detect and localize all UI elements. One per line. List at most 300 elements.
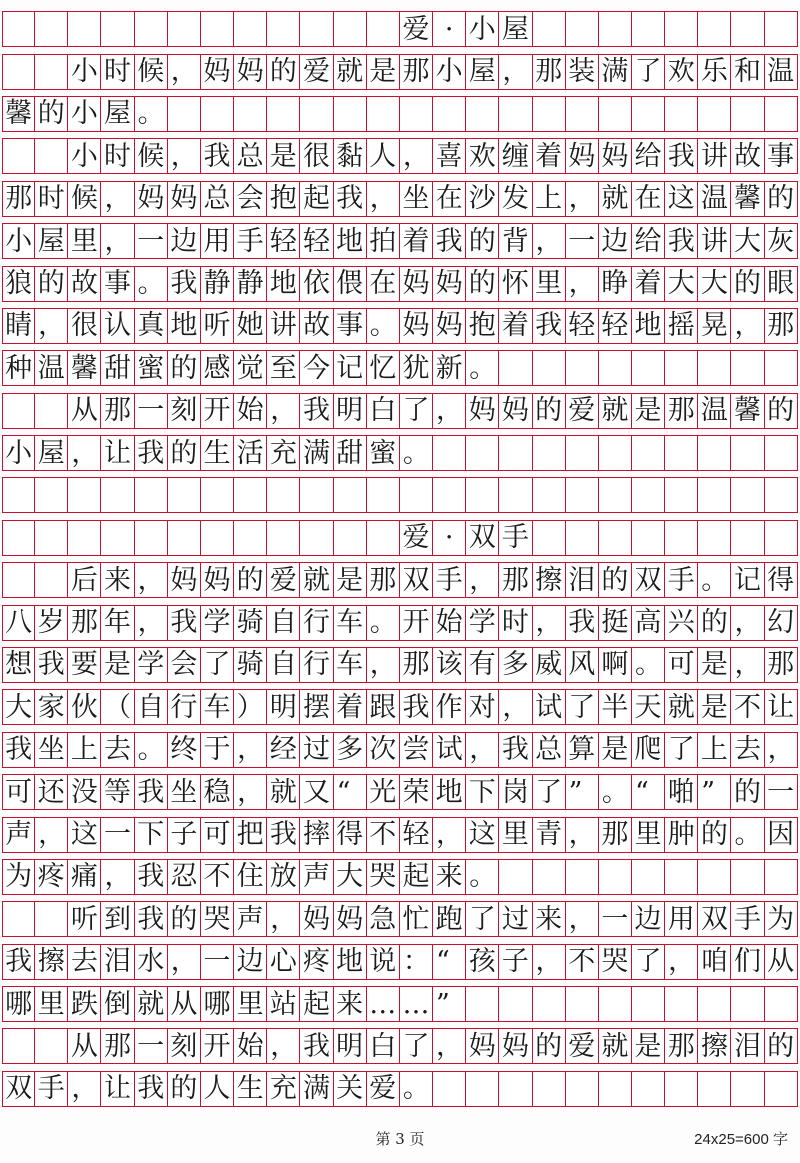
grid-cell: ，: [234, 775, 267, 809]
grid-cell: [765, 521, 798, 555]
grid-cell: [698, 351, 731, 385]
grid-cell: 擦: [533, 563, 566, 597]
grid-cell: [665, 987, 698, 1021]
grid-cell: 风: [566, 648, 599, 682]
grid-cell: [698, 12, 731, 46]
grid-row: [2, 774, 798, 810]
grid-cell: [433, 478, 466, 512]
grid-cell: [499, 97, 532, 131]
grid-cell: [599, 1072, 632, 1106]
grid-cell: 蜜: [135, 351, 168, 385]
grid-cell: [2, 55, 35, 89]
grid-cell: 地: [267, 267, 300, 301]
grid-cell: …: [367, 987, 400, 1021]
grid-cell: 种: [2, 351, 35, 385]
grid-cell: ，: [267, 394, 300, 428]
grid-cell: 倒: [101, 987, 134, 1021]
grid-cell: ，: [533, 224, 566, 258]
grid-cell: ，: [168, 945, 201, 979]
grid-cell: 疼: [35, 860, 68, 894]
grid-cell: [731, 351, 764, 385]
grid-cell: [234, 12, 267, 46]
grid-cell: [267, 521, 300, 555]
grid-cell: 甜: [334, 436, 367, 470]
grid-row: [2, 138, 798, 174]
grid-cell: 缠: [499, 139, 532, 173]
grid-cell: 泪: [101, 945, 134, 979]
grid-cell: [566, 1072, 599, 1106]
grid-cell: ，: [566, 182, 599, 216]
grid-cell: ，: [533, 945, 566, 979]
grid-cell: 水: [135, 945, 168, 979]
grid-cell: 伙: [68, 690, 101, 724]
grid-cell: 了: [466, 902, 499, 936]
grid-cell: 沙: [466, 182, 499, 216]
grid-cell: 讲: [698, 139, 731, 173]
grid-cell: 手: [433, 563, 466, 597]
grid-cell: [632, 860, 665, 894]
grid-cell: 事: [334, 309, 367, 343]
grid-cell: 睁: [599, 267, 632, 301]
grid-cell: 小: [2, 224, 35, 258]
grid-cell: 可: [201, 818, 234, 852]
grid-row: [2, 181, 798, 217]
grid-cell: 一: [765, 775, 798, 809]
grid-cell: ，: [168, 139, 201, 173]
grid-cell: 的: [698, 606, 731, 640]
grid-cell: 满: [300, 436, 333, 470]
grid-cell: [632, 97, 665, 131]
grid-cell: 行: [300, 648, 333, 682]
grid-cell: 屋: [466, 55, 499, 89]
grid-cell: 怀: [499, 267, 532, 301]
grid-cell: [566, 351, 599, 385]
grid-cell: 乐: [698, 55, 731, 89]
grid-cell: [168, 478, 201, 512]
grid-cell: 手: [499, 521, 532, 555]
grid-cell: [599, 351, 632, 385]
grid-cell: 给: [632, 224, 665, 258]
grid-cell: [499, 1072, 532, 1106]
grid-cell: [2, 563, 35, 597]
grid-cell: ，: [665, 945, 698, 979]
grid-cell: 威: [533, 648, 566, 682]
grid-cell: 屋: [35, 436, 68, 470]
grid-cell: 时: [101, 139, 134, 173]
grid-cell: 那: [599, 818, 632, 852]
grid-cell: [731, 987, 764, 1021]
grid-cell: [35, 55, 68, 89]
grid-cell: 会: [234, 182, 267, 216]
grid-cell: 我: [168, 267, 201, 301]
grid-cell: 我: [135, 1072, 168, 1106]
grid-cell: 过: [499, 902, 532, 936]
grid-cell: 偎: [334, 267, 367, 301]
grid-cell: 开: [201, 394, 234, 428]
grid-cell: 光: [367, 775, 400, 809]
grid-cell: 大: [665, 267, 698, 301]
grid-cell: 馨: [2, 97, 35, 131]
grid-cell: ，: [433, 1029, 466, 1063]
grid-cell: 蜜: [367, 436, 400, 470]
grid-cell: 不: [731, 690, 764, 724]
grid-cell: 温: [698, 182, 731, 216]
grid-cell: [731, 436, 764, 470]
grid-cell: 候: [68, 182, 101, 216]
grid-cell: 哭: [367, 860, 400, 894]
grid-cell: [765, 860, 798, 894]
grid-cell: 和: [731, 55, 764, 89]
grid-cell: 为: [765, 902, 798, 936]
grid-cell: ，: [101, 860, 134, 894]
grid-cell: 的: [234, 563, 267, 597]
grid-cell: 大: [334, 860, 367, 894]
grid-cell: 八: [2, 606, 35, 640]
grid-cell: [698, 521, 731, 555]
grid-cell: 想: [2, 648, 35, 682]
grid-cell: 是: [101, 648, 134, 682]
grid-cell: 里: [499, 818, 532, 852]
grid-cell: 的: [599, 563, 632, 597]
grid-cell: 事: [101, 267, 134, 301]
grid-cell: “: [433, 945, 466, 979]
grid-cell: 轻: [267, 224, 300, 258]
grid-cell: 岗: [499, 775, 532, 809]
grid-cell: [632, 351, 665, 385]
grid-cell: 了: [632, 55, 665, 89]
grid-cell: 妈: [234, 55, 267, 89]
grid-cell: 里: [632, 818, 665, 852]
grid-cell: 白: [367, 1029, 400, 1063]
grid-cell: 认: [101, 309, 134, 343]
grid-cell: ，: [533, 606, 566, 640]
grid-cell: 来: [533, 902, 566, 936]
grid-cell: 静: [234, 267, 267, 301]
grid-cell: 爱: [300, 55, 333, 89]
grid-cell: 泪: [566, 563, 599, 597]
grid-cell: 地: [632, 309, 665, 343]
grid-cell: 急: [367, 902, 400, 936]
grid-cell: 去: [68, 945, 101, 979]
grid-cell: 荣: [400, 775, 433, 809]
grid-cell: 于: [201, 733, 234, 767]
grid-cell: 岁: [35, 606, 68, 640]
grid-cell: 的: [35, 97, 68, 131]
grid-cell: 那: [400, 55, 433, 89]
grid-cell: 晃: [698, 309, 731, 343]
grid-cell: 我: [433, 224, 466, 258]
grid-cell: [334, 12, 367, 46]
grid-cell: [566, 987, 599, 1021]
grid-cell: [533, 478, 566, 512]
grid-cell: 尝: [400, 733, 433, 767]
grid-cell: [2, 521, 35, 555]
grid-cell: 边: [234, 945, 267, 979]
grid-cell: 到: [101, 902, 134, 936]
grid-cell: 心: [267, 945, 300, 979]
grid-cell: 等: [101, 775, 134, 809]
grid-cell: 摇: [665, 309, 698, 343]
grid-cell: 刻: [168, 394, 201, 428]
grid-cell: [533, 860, 566, 894]
grid-cell: [101, 12, 134, 46]
grid-cell: 我: [267, 818, 300, 852]
grid-cell: 我: [201, 139, 234, 173]
grid-cell: 的: [765, 182, 798, 216]
grid-cell: [665, 1072, 698, 1106]
grid-cell: ，: [400, 139, 433, 173]
grid-cell: [599, 987, 632, 1021]
grid-cell: “: [632, 775, 665, 809]
grid-cell: 始: [433, 606, 466, 640]
grid-cell: 有: [466, 648, 499, 682]
grid-cell: 从: [68, 1029, 101, 1063]
grid-cell: [400, 97, 433, 131]
grid-cell: 听: [201, 309, 234, 343]
grid-cell: 很: [68, 309, 101, 343]
grid-cell: [533, 12, 566, 46]
grid-cell: ，: [367, 648, 400, 682]
grid-row: [2, 266, 798, 302]
grid-cell: 新: [433, 351, 466, 385]
grid-cell: 小: [68, 55, 101, 89]
grid-cell: [765, 12, 798, 46]
grid-cell: ，: [499, 690, 532, 724]
grid-cell: [698, 987, 731, 1021]
grid-cell: 擦: [35, 945, 68, 979]
grid-cell: ，: [267, 1029, 300, 1063]
grid-cell: 对: [466, 690, 499, 724]
grid-cell: 一: [135, 224, 168, 258]
grid-cell: 站: [267, 987, 300, 1021]
grid-cell: ，: [234, 733, 267, 767]
grid-cell: 来: [101, 563, 134, 597]
grid-cell: 妈: [599, 139, 632, 173]
grid-cell: 上: [698, 733, 731, 767]
grid-cell: 人: [201, 1072, 234, 1106]
grid-cell: 我: [300, 394, 333, 428]
grid-cell: 不: [566, 945, 599, 979]
grid-cell: 我: [135, 436, 168, 470]
grid-cell: 坐: [400, 182, 433, 216]
grid-cell: 爱: [566, 1029, 599, 1063]
grid-cell: 地: [433, 775, 466, 809]
grid-row: [2, 350, 798, 386]
grid-cell: [566, 521, 599, 555]
grid-cell: 满: [599, 55, 632, 89]
grid-cell: 爱: [267, 563, 300, 597]
grid-cell: 狼: [2, 267, 35, 301]
grid-cell: 大: [698, 267, 731, 301]
grid-cell: [400, 478, 433, 512]
grid-cell: 爬: [632, 733, 665, 767]
grid-cell: 讲: [267, 309, 300, 343]
grid-cell: 我: [400, 690, 433, 724]
grid-cell: [599, 860, 632, 894]
grid-cell: 是: [632, 394, 665, 428]
grid-cell: ”: [698, 775, 731, 809]
grid-cell: 后: [68, 563, 101, 597]
grid-cell: 背: [499, 224, 532, 258]
grid-cell: 家: [35, 690, 68, 724]
grid-cell: 故: [300, 309, 333, 343]
grid-cell: 摔: [300, 818, 333, 852]
grid-cell: 屋: [499, 12, 532, 46]
grid-cell: 听: [68, 902, 101, 936]
grid-cell: 该: [433, 648, 466, 682]
grid-cell: 明: [267, 690, 300, 724]
grid-cell: 哭: [201, 902, 234, 936]
grid-cell: 用: [665, 902, 698, 936]
grid-cell: 是: [267, 139, 300, 173]
grid-cell: 上: [533, 182, 566, 216]
grid-cell: 睛: [2, 309, 35, 343]
grid-cell: ，: [68, 436, 101, 470]
grid-cell: 声: [2, 818, 35, 852]
grid-cell: [466, 987, 499, 1021]
grid-cell: [599, 521, 632, 555]
grid-cell: 充: [267, 1072, 300, 1106]
grid-cell: [731, 478, 764, 512]
grid-cell: 下: [466, 775, 499, 809]
grid-cell: 很: [300, 139, 333, 173]
grid-cell: [168, 97, 201, 131]
grid-cell: 那: [665, 1029, 698, 1063]
grid-cell: 依: [300, 267, 333, 301]
grid-cell: 的: [533, 1029, 566, 1063]
grid-cell: 啪: [665, 775, 698, 809]
grid-cell: ，: [135, 563, 168, 597]
grid-cell: 我: [2, 733, 35, 767]
grid-cell: 妈: [168, 182, 201, 216]
grid-cell: [599, 12, 632, 46]
grid-cell: 的: [533, 394, 566, 428]
grid-cell: [334, 478, 367, 512]
grid-cell: 的: [168, 436, 201, 470]
grid-cell: 妈: [300, 902, 333, 936]
grid-cell: [566, 12, 599, 46]
grid-cell: 稳: [201, 775, 234, 809]
grid-cell: [765, 97, 798, 131]
grid-cell: 至: [267, 351, 300, 385]
grid-cell: 着: [499, 309, 532, 343]
grid-cell: 青: [533, 818, 566, 852]
grid-cell: 着: [400, 224, 433, 258]
grid-cell: [2, 902, 35, 936]
grid-cell: 疼: [300, 945, 333, 979]
grid-cell: [234, 521, 267, 555]
grid-cell: 感: [201, 351, 234, 385]
grid-cell: 还: [35, 775, 68, 809]
grid-cell: 一: [566, 224, 599, 258]
grid-cell: 充: [267, 436, 300, 470]
grid-cell: ，: [566, 818, 599, 852]
grid-cell: 双: [632, 563, 665, 597]
grid-cell: ，: [499, 55, 532, 89]
grid-cell: 算: [566, 733, 599, 767]
grid-cell: ：: [400, 945, 433, 979]
grid-cell: 是: [334, 563, 367, 597]
grid-cell: 妈: [135, 182, 168, 216]
grid-row: [2, 11, 798, 47]
grid-cell: 一: [599, 902, 632, 936]
grid-cell: 那: [367, 563, 400, 597]
grid-cell: 发: [499, 182, 532, 216]
grid-cell: 摆: [300, 690, 333, 724]
grid-row: [2, 859, 798, 895]
grid-cell: 的: [731, 775, 764, 809]
grid-cell: 妈: [466, 1029, 499, 1063]
grid-cell: 她: [234, 309, 267, 343]
grid-cell: [599, 436, 632, 470]
grid-cell: 里: [234, 987, 267, 1021]
grid-cell: 年: [101, 606, 134, 640]
grid-cell: 双: [698, 902, 731, 936]
grid-cell: 忍: [168, 860, 201, 894]
grid-cell: [765, 987, 798, 1021]
grid-cell: 我: [135, 860, 168, 894]
grid-cell: 可: [665, 648, 698, 682]
grid-cell: 自: [267, 648, 300, 682]
grid-cell: 活: [234, 436, 267, 470]
grid-cell: 装: [566, 55, 599, 89]
grid-cell: 为: [2, 860, 35, 894]
grid-row: [2, 393, 798, 429]
grid-cell: 了: [632, 945, 665, 979]
grid-cell: 。: [367, 309, 400, 343]
grid-cell: 下: [135, 818, 168, 852]
grid-cell: [499, 860, 532, 894]
grid-cell: 起: [400, 860, 433, 894]
grid-row: [2, 1071, 798, 1107]
grid-cell: 来: [433, 860, 466, 894]
grid-cell: 静: [201, 267, 234, 301]
grid-cell: 甜: [101, 351, 134, 385]
grid-cell: [499, 478, 532, 512]
grid-cell: [599, 97, 632, 131]
grid-cell: 从: [68, 394, 101, 428]
grid-cell: [665, 478, 698, 512]
grid-cell: 妈: [433, 309, 466, 343]
grid-cell: [201, 521, 234, 555]
grid-cell: 总: [533, 733, 566, 767]
grid-cell: 这: [68, 818, 101, 852]
grid-cell: 这: [665, 182, 698, 216]
grid-cell: 那: [68, 606, 101, 640]
grid-cell: 始: [234, 1029, 267, 1063]
grid-cell: 总: [201, 182, 234, 216]
grid-cell: 。: [599, 775, 632, 809]
grid-cell: 的: [168, 902, 201, 936]
grid-cell: [433, 97, 466, 131]
grid-cell: [566, 436, 599, 470]
grid-cell: ，: [367, 182, 400, 216]
grid-cell: [35, 563, 68, 597]
grid-cell: 的: [267, 55, 300, 89]
grid-cell: ，: [466, 733, 499, 767]
grid-cell: 时: [101, 55, 134, 89]
grid-cell: 不: [367, 818, 400, 852]
grid-cell: [566, 97, 599, 131]
grid-cell: [168, 521, 201, 555]
grid-cell: [2, 139, 35, 173]
grid-cell: 小: [68, 139, 101, 173]
grid-cell: 的: [765, 1029, 798, 1063]
grid-cell: 小: [433, 55, 466, 89]
grid-cell: 欢: [665, 55, 698, 89]
grid-cell: [499, 436, 532, 470]
grid-cell: 我: [566, 606, 599, 640]
